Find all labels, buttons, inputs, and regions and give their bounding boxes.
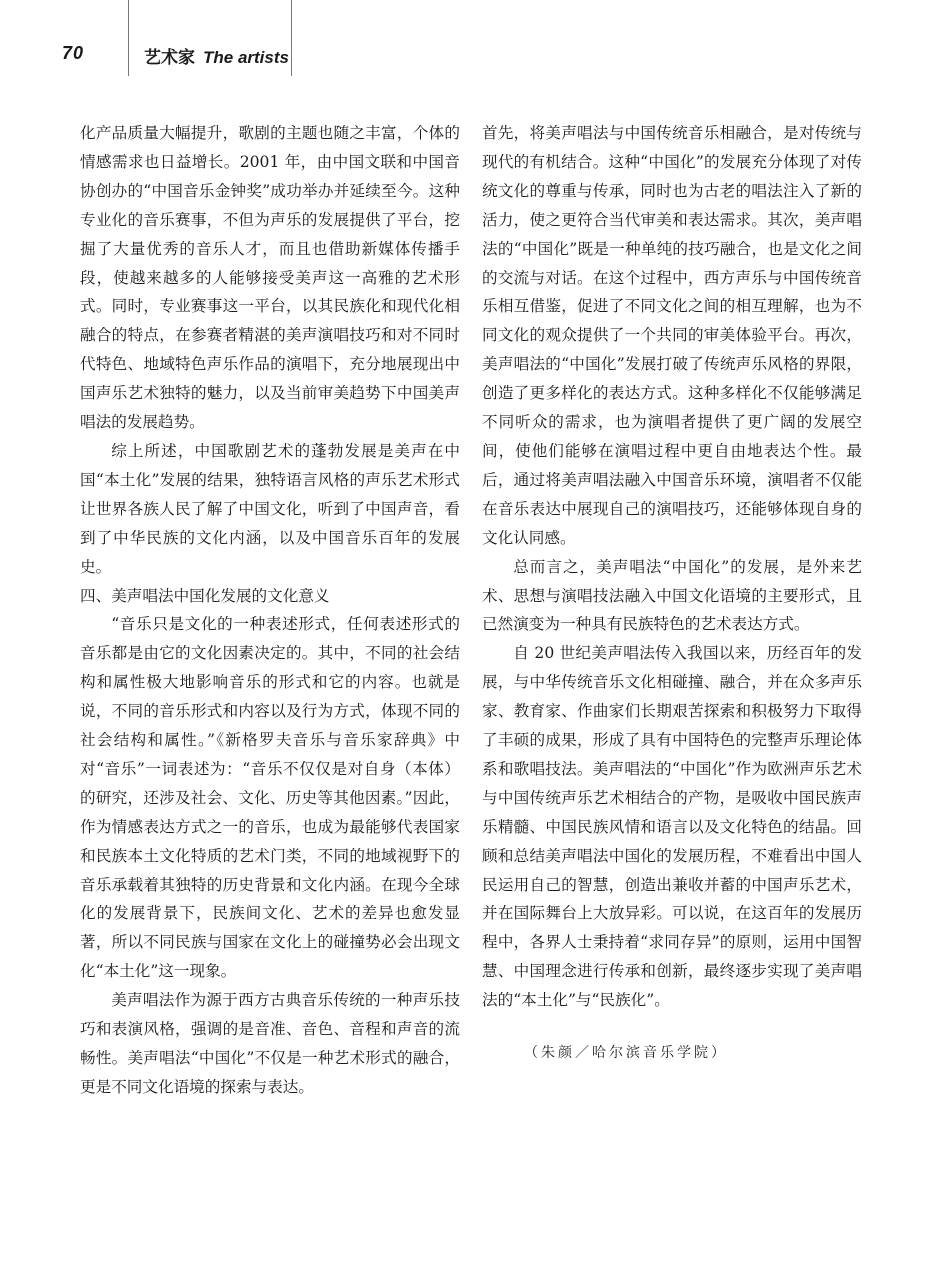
left-column — [80, 119, 460, 1102]
magazine-title-en: The artists — [203, 48, 289, 67]
paragraph: “音乐只是文化的一种表述形式，任何表述形式的音乐都是由它的文化因素决定的。其中，不同的社会结构和属性极大地影响音乐的形式和它的内容。也就是说，不同的音乐形式和内容以及行为方式，体现不同的社会结构和属性。”《新格罗夫音乐与音乐家辞典》中对“音乐”一词表述为：“音乐不仅仅是对自身（本体）的研究，还涉及社会、文化、历史等其他因素。”因此，作为情感表达方式之一的音乐，也成为最能够代表国家和民族本土文化特质的艺术门类，不同的地域视野下的音乐承载着其独特的历史背景和文化内涵。在现今全球化的发展背景下，民族间文化、艺术的差异也愈发显著，所以不同民族与国家在文化上的碰撞势必会出现文化“本土化”这一现象。 — [80, 615, 460, 981]
right-column — [482, 119, 862, 1068]
magazine-title — [144, 43, 289, 68]
header-divider-right — [291, 0, 292, 76]
paragraph: 首先，将美声唱法与中国传统音乐相融合，是对传统与现代的有机结合。这种“中国化”的发展充分体现了对传统文化的尊重与传承，同时也为古老的唱法注入了新的活力，使之更符合当代审美和表达需求。其次，美声唱法的“中国化”既是一种单纯的技巧融合，也是文化之间的交流与对话。在这个过程中，西方声乐与中国传统音乐相互借鉴，促进了不同文化之间的相互理解，也为不同文化的观众提供了一个共同的审美体验平台。再次，美声唱法的“中国化”发展打破了传统声乐风格的界限，创造了更多样化的表达方式。这种多样化不仅能够满足不同听众的需求，也为演唱者提供了更广阔的发展空间，使他们能够在演唱过程中更自由地表达个性。最后，通过将美声唱法融入中国音乐环境，演唱者不仅能在音乐表达中展现自己的演唱技巧，还能够体现自身的文化认同感。 — [482, 124, 862, 547]
paragraph: 化产品质量大幅提升，歌剧的主题也随之丰富，个体的情感需求也日益增长。2001 年，由中国文联和中国音协创办的“中国音乐金钟奖”成功举办并延续至今。这种专业化的音乐赛事，不但为声乐的发展提供了平台，挖掘了大量优秀的音乐人才，而且也借助新媒体传播手段，使越来越多的人能够接受美声这一高雅的艺术形式。同时，专业赛事这一平台，以其民族化和现代化相融合的特点，在参赛者精湛的美声演唱技巧和对不同时代特色、地域特色声乐作品的演唱下，充分地展现出中国声乐艺术独特的魅力，以及当前审美趋势下中国美声唱法的发展趋势。 — [80, 124, 460, 432]
header-divider-left — [128, 0, 129, 76]
paragraph: 综上所述，中国歌剧艺术的蓬勃发展是美声在中国“本土化”发展的结果，独特语言风格的声乐艺术形式让世界各族人民了解了中国文化，听到了中国声音，看到了中华民族的文化内涵，以及中国音乐百年的发展史。 — [80, 441, 460, 576]
paragraph: 美声唱法作为源于西方古典音乐传统的一种声乐技巧和表演风格，强调的是音准、音色、音程和声音的流畅性。美声唱法“中国化”不仅是一种艺术形式的融合，更是不同文化语境的探索与表达。 — [80, 991, 460, 1096]
paragraph: 自 20 世纪美声唱法传入我国以来，历经百年的发展，与中华传统音乐文化相碰撞、融合，并在众多声乐家、教育家、作曲家们长期艰苦探索和积极努力下取得了丰硕的成果，形成了具有中国特色的完整声乐理论体系和歌唱技法。美声唱法的“中国化”作为欧洲声乐艺术与中国传统声乐艺术相结合的产物，是吸收中国民族声乐精髓、中国民族风情和语言以及文化特色的结晶。回顾和总结美声唱法中国化的发展历程，不难看出中国人民运用自己的智慧，创造出兼收并蓄的中国声乐艺术，并在国际舞台上大放异彩。可以说，在这百年的发展历程中，各界人士秉持着“求同存异”的原则，运用中国智慧、中国理念进行传承和创新，最终逐步实现了美声唱法的“本土化”与“民族化”。 — [482, 644, 862, 1010]
section-heading: 四、美声唱法中国化发展的文化意义 — [80, 586, 330, 605]
page-number: 70 — [62, 43, 85, 63]
author-signature: （朱颜／哈尔滨音乐学院） — [524, 1045, 728, 1062]
paragraph: 总而言之，美声唱法“中国化”的发展，是外来艺术、思想与演唱技法融入中国文化语境的主要形式，且已然演变为一种具有民族特色的艺术表达方式。 — [482, 557, 862, 634]
magazine-title-cn: 艺术家 — [144, 48, 195, 68]
